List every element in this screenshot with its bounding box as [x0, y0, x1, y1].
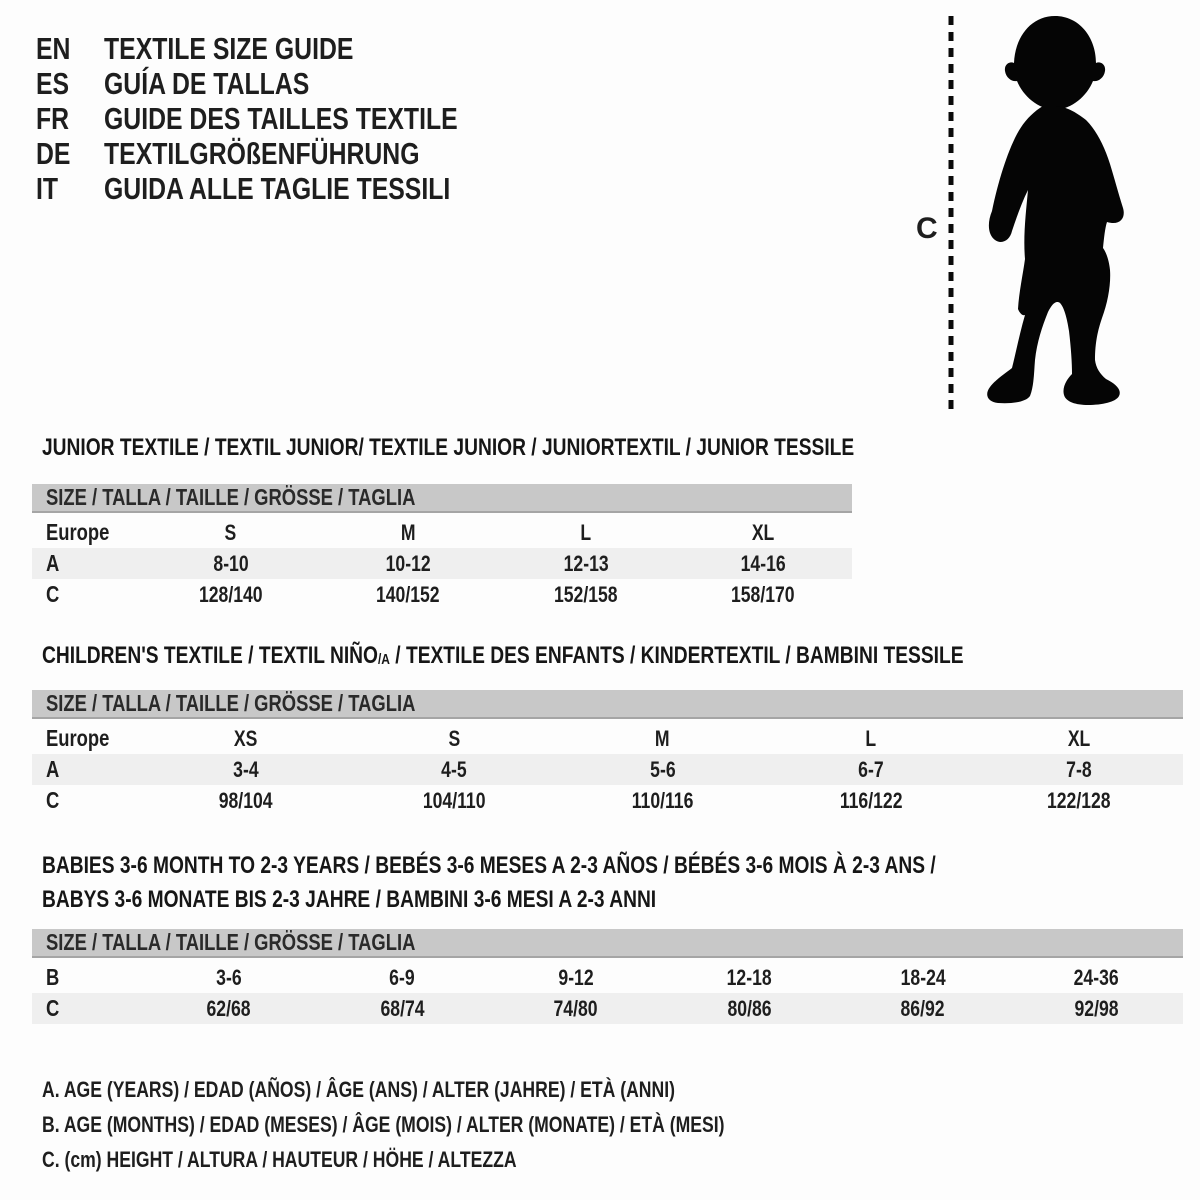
value-cell: 122/128: [1047, 787, 1111, 813]
value-cell: 5-6: [649, 756, 676, 782]
value-cell: 4-5: [441, 756, 467, 782]
legend-line-b: B. AGE (MONTHS) / EDAD (MESES) / ÂGE (MOIS) / ALTER (MONATE) / ETÀ (MESI): [42, 1112, 725, 1137]
legend-line-c: C. (cm) HEIGHT / ALTURA / HAUTEUR / HÖHE / ALTEZZA: [42, 1147, 517, 1172]
language-row-de: [36, 136, 546, 171]
toddler-silhouette-icon: [940, 12, 1142, 418]
row-label: C: [46, 787, 60, 813]
size-cell: XL: [1067, 725, 1091, 751]
language-row-en: [36, 31, 546, 66]
value-cell: 6-7: [857, 756, 884, 782]
table-row-height: [32, 579, 852, 610]
value-cell: 92/98: [1074, 995, 1119, 1021]
value-cell: 104/110: [422, 787, 486, 813]
value-cell: 3-6: [216, 964, 242, 990]
value-cell: 9-12: [558, 964, 594, 990]
junior-size-table: [32, 484, 852, 610]
table-row-age: [32, 754, 1183, 785]
value-cell: 98/104: [219, 787, 274, 813]
guide-title-de: TEXTILGRÖßENFÜHRUNG: [104, 135, 420, 171]
value-cell: 158/170: [731, 581, 796, 607]
table-row-height: [32, 785, 1183, 816]
language-code: DE: [36, 135, 71, 171]
height-measure-figure: [940, 12, 1142, 418]
size-cell: M: [400, 519, 416, 545]
value-cell: 12-18: [726, 964, 772, 990]
table-row-europe: [32, 723, 1183, 754]
value-cell: 74/80: [553, 995, 598, 1021]
row-label: B: [46, 964, 60, 990]
size-cell: L: [580, 519, 592, 545]
measure-legend: [42, 1072, 895, 1177]
size-cell: XS: [234, 725, 258, 751]
value-cell: 80/86: [727, 995, 772, 1021]
table-row-europe: [32, 517, 852, 548]
row-label: A: [46, 550, 60, 576]
size-cell: S: [448, 725, 461, 751]
junior-section-heading: JUNIOR TEXTILE / TEXTIL JUNIOR/ TEXTILE JUNIOR / JUNIORTEXTIL / JUNIOR TESSILE: [42, 434, 855, 461]
language-row-es: [36, 66, 546, 101]
guide-title-es: GUÍA DE TALLAS: [104, 65, 310, 101]
table-row-months: [32, 962, 1183, 993]
value-cell: 62/68: [206, 995, 251, 1021]
table-row-age: [32, 548, 852, 579]
value-cell: 152/158: [553, 581, 618, 607]
size-header-bar: SIZE / TALLA / TAILLE / GRÖSSE / TAGLIA: [32, 484, 852, 513]
babies-section-heading: BABIES 3-6 MONTH TO 2-3 YEARS / BEBÉS 3-6 MESES A 2-3 AÑOS / BÉBÉS 3-6 MOIS À 2-3 ANS / BABYS 3-6 MONATE BIS 2-3 JAHRE / BAMBINI 3-6 MESI A 2-3 ANNI: [42, 852, 936, 913]
value-cell: 3-4: [233, 756, 259, 782]
children-size-table: [32, 690, 1183, 816]
language-code: FR: [36, 100, 70, 136]
value-cell: 116/122: [839, 787, 902, 813]
language-row-it: [36, 171, 546, 206]
value-cell: 128/140: [198, 581, 263, 607]
size-cell: S: [224, 519, 237, 545]
value-cell: 7-8: [1066, 756, 1092, 782]
value-cell: 110/116: [631, 787, 694, 813]
row-label: A: [46, 756, 60, 782]
value-cell: 24-36: [1073, 964, 1119, 990]
size-cell: M: [655, 725, 670, 751]
language-title-list: [36, 31, 546, 206]
language-row-fr: [36, 101, 546, 136]
babies-size-table: [32, 929, 1183, 1024]
row-label: C: [46, 581, 60, 607]
guide-title-en: TEXTILE SIZE GUIDE: [104, 30, 354, 66]
row-label: Europe: [46, 725, 110, 751]
row-label: C: [46, 995, 60, 1021]
size-header-bar: SIZE / TALLA / TAILLE / GRÖSSE / TAGLIA: [32, 690, 1183, 719]
value-cell: 10-12: [385, 550, 431, 576]
value-cell: 140/152: [376, 581, 441, 607]
value-cell: 6-9: [389, 964, 415, 990]
row-label: Europe: [46, 519, 110, 545]
value-cell: 14-16: [740, 550, 786, 576]
size-cell: XL: [752, 519, 775, 545]
guide-title-it: GUIDA ALLE TAGLIE TESSILI: [104, 170, 451, 206]
value-cell: 18-24: [900, 964, 946, 990]
value-cell: 8-10: [213, 550, 249, 576]
size-header-bar: SIZE / TALLA / TAILLE / GRÖSSE / TAGLIA: [32, 929, 1183, 958]
children-section-heading: CHILDREN'S TEXTILE / TEXTIL NIÑO/A / TEXTILE DES ENFANTS / KINDERTEXTIL / BAMBINI TESSILE: [42, 642, 964, 669]
legend-line-a: A. AGE (YEARS) / EDAD (AÑOS) / ÂGE (ANS) / ALTER (JAHRE) / ETÀ (ANNI): [42, 1077, 675, 1102]
language-code: IT: [36, 170, 59, 206]
table-row-height: [32, 993, 1183, 1024]
size-cell: L: [865, 725, 877, 751]
guide-title-fr: GUIDE DES TAILLES TEXTILE: [104, 100, 458, 136]
value-cell: 68/74: [380, 995, 425, 1021]
language-code: ES: [36, 65, 70, 101]
value-cell: 12-13: [563, 550, 609, 576]
value-cell: 86/92: [900, 995, 945, 1021]
height-measure-label: C: [916, 212, 938, 245]
language-code: EN: [36, 30, 71, 66]
